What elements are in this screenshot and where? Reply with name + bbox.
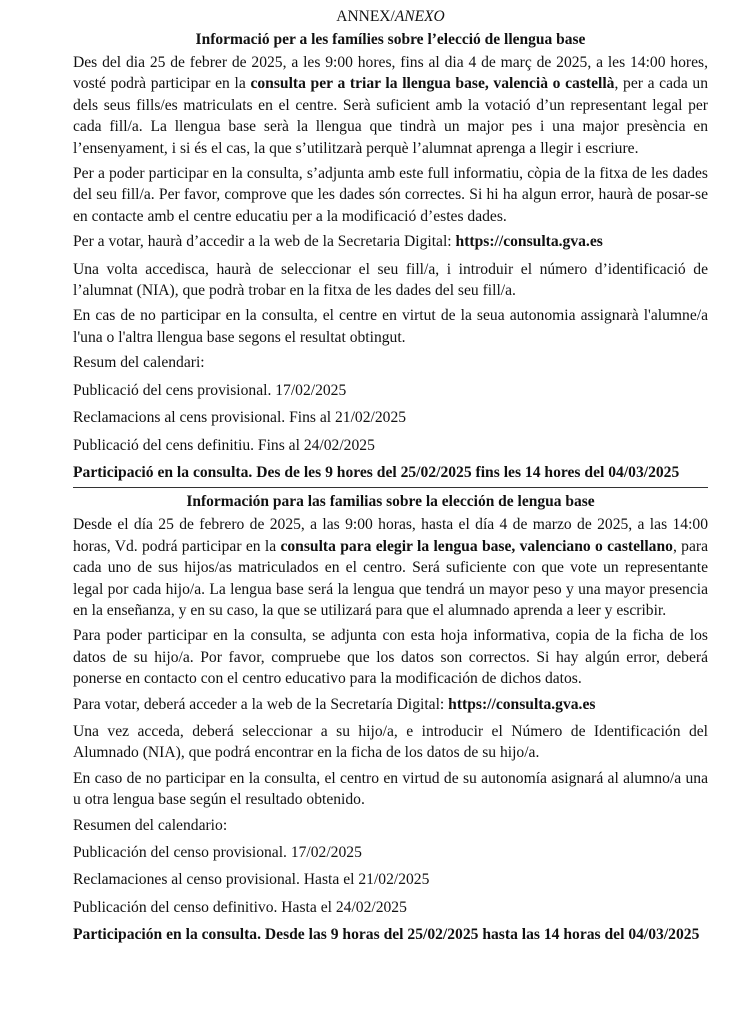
text: , per a cada un dels seus fills/es matriculats en el centre. Serà suficient amb la votació d’un representant legal per cada fill/a. La llengua base serà la llengua que tindrà un major pes i una major presència en l’ensenyament, i si és el cas, la que s’utilitzarà perquè l’alumnat aprenga a llegir i escriure.: [73, 75, 708, 157]
calendar-title: Resumen del calendario:: [73, 816, 228, 834]
text: Per a votar, haurà d’accedir a la web de la Secretaria Digital:: [73, 233, 456, 251]
paragraph-data-check: Para poder participar en la consulta, se adjunta con esta hoja informativa, copia de la ficha de los datos de su hijo/a. Por favor, compruebe que los datos son correctos. Si hay algún error, deberá ponerse en contacto con el centro educativo para la modificación de dichos datos.: [73, 627, 708, 688]
calendar-item-participation: [73, 924, 708, 945]
paragraph-intro: [73, 52, 708, 159]
annex-label-italic: ANEXO: [394, 8, 445, 25]
calendar-item: Publicación del censo definitivo. Hasta el 24/02/2025: [73, 898, 407, 916]
text: Des del dia 25 de febrer de 2025, a les 9:00 hores, fins al dia 4 de març de 2025, a les 14:00 hores, vosté podrà participar en la: [73, 54, 708, 93]
calendar-item: Publicació del cens provisional. 17/02/2025: [73, 381, 347, 399]
section-valencian: [73, 28, 708, 483]
text: Para votar, deberá acceder a la web de la Secretaría Digital:: [73, 695, 449, 713]
paragraph-no-participation: En caso de no participar en la consulta, el centro en virtud de su autonomía asignará al alumno/a una u otra lengua base según el resultado obtenido.: [73, 769, 708, 809]
paragraph-select-child: Una volta accedisca, haurà de seleccionar el seu fill/a, i introduir el número d’identificació de l’alumnat (NIA), que podrà trobar en la fitxa de les dades del seu fill/a.: [73, 260, 708, 300]
paragraph-vote-link: [73, 231, 708, 252]
section-divider: [73, 487, 708, 488]
consulta-link[interactable]: https://consulta.gva.es: [455, 233, 603, 251]
calendar-item: Publicació del cens definitiu. Fins al 24/02/2025: [73, 436, 375, 454]
calendar-item: Reclamacions al cens provisional. Fins al 21/02/2025: [73, 409, 407, 427]
section-title-valencian: Informació per a les famílies sobre l’elecció de llengua base: [195, 31, 586, 48]
section-spanish: [73, 490, 708, 945]
bold-text: Participación en la consulta. Desde las 9 horas del 25/02/2025 hasta las 14 horas del 04/03/2025: [73, 926, 700, 944]
calendar-item: Publicación del censo provisional. 17/02/2025: [73, 844, 362, 861]
bold-text: Participació en la consulta. Des de les 9 hores del 25/02/2025 fins les 14 hores del 04/03/2025: [73, 463, 680, 481]
paragraph-no-participation: En cas de no participar en la consulta, el centre en virtut de la seua autonomia assignarà l'alumne/a l'una o l'altra llengua base segons el resultat obtingut.: [73, 307, 708, 346]
calendar-item-participation: [73, 462, 708, 483]
calendar-title: Resum del calendari:: [73, 354, 205, 372]
bold-text: consulta para elegir la lengua base, valenciano o castellano: [280, 537, 673, 555]
text: Desde el día 25 de febrero de 2025, a las 9:00 horas, hasta el día 4 de marzo de 2025, a las 14:00 horas, Vd. podrá participar en la: [73, 516, 708, 555]
section-title-spanish: Información para las familias sobre la elección de lengua base: [186, 493, 595, 511]
bold-text: consulta per a triar la llengua base, valencià o castellà: [250, 75, 615, 93]
paragraph-vote-link: [73, 694, 708, 715]
paragraph-intro: [73, 514, 708, 621]
calendar-item: Reclamaciones al censo provisional. Hasta el 21/02/2025: [73, 871, 430, 889]
paragraph-data-check: Per a poder participar en la consulta, s’adjunta amb este full informatiu, còpia de la fitxa de les dades del seu fill/a. Per favor, comprove que les dades són correctes. Si hi ha algun error, haurà de posar-se en contacte amb el centre educatiu per a la modificació d’estes dades.: [73, 165, 708, 225]
annex-label: ANNEX/: [336, 8, 395, 25]
text: , para cada uno de sus hijos/as matriculados en el centro. Será suficiente con que vote un representante legal por cada hijo/a. La lengua base será la lengua que tendrá un mayor peso y una mayor presencia en la enseñanza, y en su caso, la que se utilizará para que el alumnado aprenda a leer y escribir.: [73, 537, 708, 619]
annex-heading: [73, 6, 708, 28]
consulta-link[interactable]: https://consulta.gva.es: [448, 695, 596, 713]
paragraph-select-child: Una vez acceda, deberá seleccionar a su hijo/a, e introducir el Número de Identificación del Alumnado (NIA), que podrá encontrar en la ficha de los datos de su hijo/a.: [73, 722, 708, 762]
